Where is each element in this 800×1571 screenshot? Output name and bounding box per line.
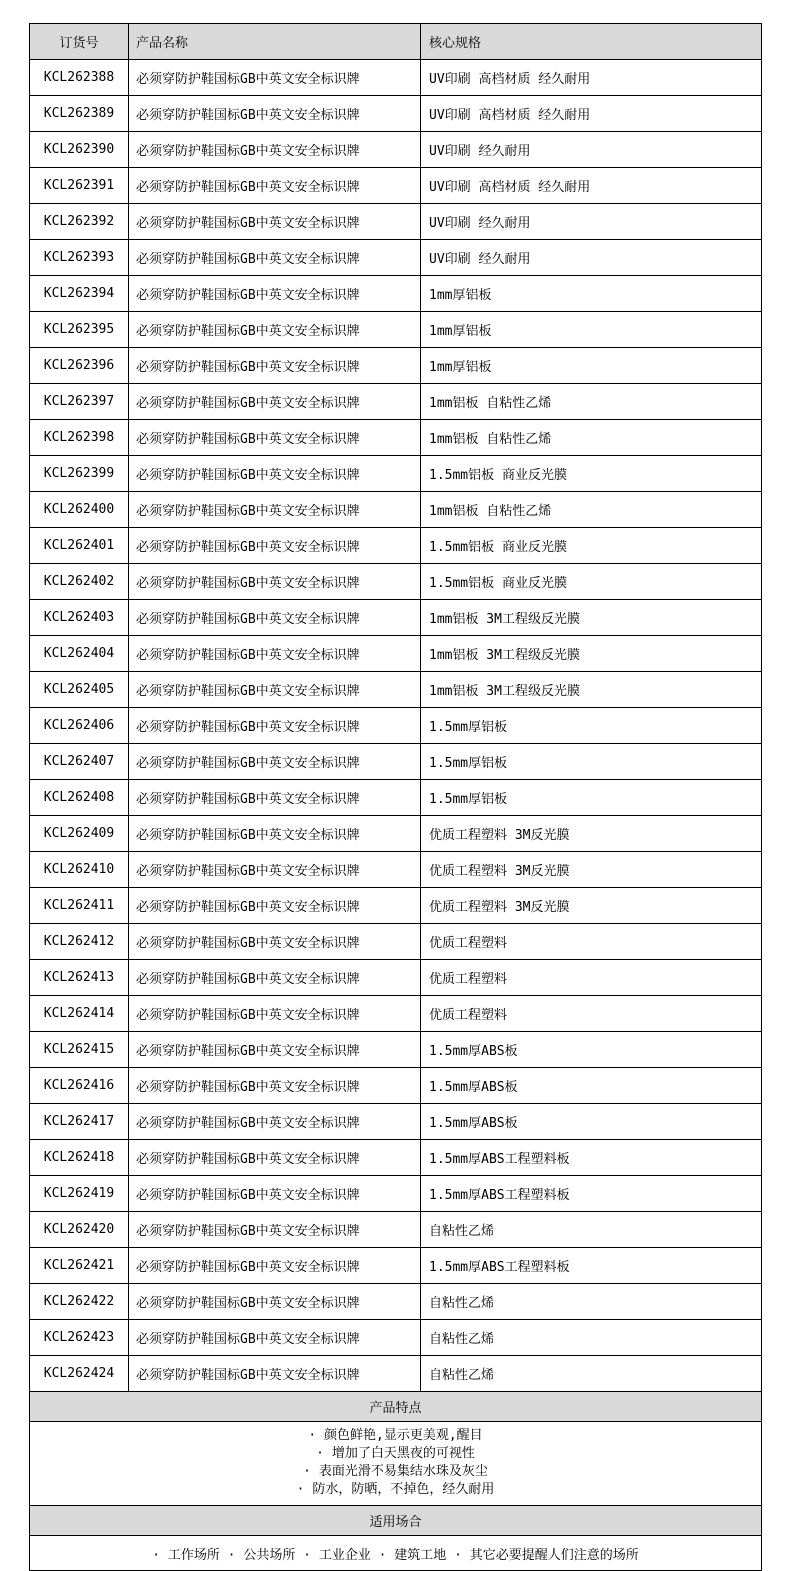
order-number-cell: KCL262390 (30, 132, 129, 168)
table-row (30, 1068, 762, 1104)
table-body (30, 60, 762, 1392)
table-row (30, 852, 762, 888)
product-name-cell: 必须穿防护鞋国标GB中英文安全标识牌 (129, 132, 421, 168)
table-footer-sections (30, 1392, 762, 1571)
product-name-cell: 必须穿防护鞋国标GB中英文安全标识牌 (129, 780, 421, 816)
spec-cell: 自粘性乙烯 (421, 1284, 762, 1320)
spec-cell: 自粘性乙烯 (421, 1320, 762, 1356)
spec-cell: 1mm厚铝板 (421, 276, 762, 312)
order-number-cell: KCL262391 (30, 168, 129, 204)
product-name-cell: 必须穿防护鞋国标GB中英文安全标识牌 (129, 744, 421, 780)
order-number-cell: KCL262423 (30, 1320, 129, 1356)
feature-item: · 表面光滑不易集结水珠及灰尘 (303, 1464, 488, 1479)
order-number-cell: KCL262417 (30, 1104, 129, 1140)
feature-item: · 防水，防晒，不掉色，经久耐用 (296, 1482, 495, 1497)
order-number-cell: KCL262411 (30, 888, 129, 924)
table-header (30, 24, 762, 60)
table-row (30, 1356, 762, 1392)
product-name-cell: 必须穿防护鞋国标GB中英文安全标识牌 (129, 1032, 421, 1068)
occasions-header-row (30, 1506, 762, 1536)
features-content-row (30, 1422, 762, 1506)
order-number-cell: KCL262400 (30, 492, 129, 528)
spec-cell: 优质工程塑料 3M反光膜 (421, 888, 762, 924)
occasions-text: · 工作场所 · 公共场所 · 工业企业 · 建筑工地 · 其它必要提醒人们注意的场所 (30, 1536, 762, 1571)
order-number-cell: KCL262397 (30, 384, 129, 420)
product-name-cell: 必须穿防护鞋国标GB中英文安全标识牌 (129, 1104, 421, 1140)
spec-cell: 1.5mm厚ABS工程塑料板 (421, 1176, 762, 1212)
order-number-cell: KCL262394 (30, 276, 129, 312)
spec-cell: UV印刷 经久耐用 (421, 240, 762, 276)
order-number-cell: KCL262421 (30, 1248, 129, 1284)
product-spec-sheet (29, 23, 761, 1571)
order-number-cell: KCL262406 (30, 708, 129, 744)
spec-cell: 优质工程塑料 3M反光膜 (421, 852, 762, 888)
features-section-title: 产品特点 (30, 1392, 762, 1422)
table-row (30, 132, 762, 168)
table-row (30, 96, 762, 132)
table-row (30, 1140, 762, 1176)
product-name-cell: 必须穿防护鞋国标GB中英文安全标识牌 (129, 96, 421, 132)
order-number-cell: KCL262405 (30, 672, 129, 708)
table-row (30, 744, 762, 780)
spec-cell: 1mm厚铝板 (421, 312, 762, 348)
table-row (30, 1320, 762, 1356)
product-name-cell: 必须穿防护鞋国标GB中英文安全标识牌 (129, 240, 421, 276)
table-row (30, 924, 762, 960)
spec-cell: UV印刷 高档材质 经久耐用 (421, 96, 762, 132)
spec-cell: 1.5mm厚铝板 (421, 744, 762, 780)
spec-cell: UV印刷 经久耐用 (421, 132, 762, 168)
features-header-row (30, 1392, 762, 1422)
product-name-cell: 必须穿防护鞋国标GB中英文安全标识牌 (129, 996, 421, 1032)
order-number-cell: KCL262396 (30, 348, 129, 384)
table-row (30, 600, 762, 636)
product-name-cell: 必须穿防护鞋国标GB中英文安全标识牌 (129, 708, 421, 744)
column-header-spec: 核心规格 (421, 24, 762, 60)
table-row (30, 960, 762, 996)
table-row (30, 348, 762, 384)
order-number-cell: KCL262404 (30, 636, 129, 672)
order-number-cell: KCL262416 (30, 1068, 129, 1104)
product-name-cell: 必须穿防护鞋国标GB中英文安全标识牌 (129, 1140, 421, 1176)
spec-cell: 1mm铝板 3M工程级反光膜 (421, 672, 762, 708)
table-row (30, 276, 762, 312)
spec-cell: 1.5mm厚ABS工程塑料板 (421, 1248, 762, 1284)
column-header-product-name: 产品名称 (129, 24, 421, 60)
table-row (30, 528, 762, 564)
order-number-cell: KCL262395 (30, 312, 129, 348)
table-header-row (30, 24, 762, 60)
product-name-cell: 必须穿防护鞋国标GB中英文安全标识牌 (129, 60, 421, 96)
column-header-order-number: 订货号 (30, 24, 129, 60)
product-name-cell: 必须穿防护鞋国标GB中英文安全标识牌 (129, 924, 421, 960)
order-number-cell: KCL262409 (30, 816, 129, 852)
product-name-cell: 必须穿防护鞋国标GB中英文安全标识牌 (129, 1176, 421, 1212)
product-name-cell: 必须穿防护鞋国标GB中英文安全标识牌 (129, 564, 421, 600)
order-number-cell: KCL262408 (30, 780, 129, 816)
product-name-cell: 必须穿防护鞋国标GB中英文安全标识牌 (129, 420, 421, 456)
table-row (30, 708, 762, 744)
order-number-cell: KCL262422 (30, 1284, 129, 1320)
spec-cell: 1.5mm铝板 商业反光膜 (421, 528, 762, 564)
order-number-cell: KCL262389 (30, 96, 129, 132)
product-name-cell: 必须穿防护鞋国标GB中英文安全标识牌 (129, 276, 421, 312)
product-name-cell: 必须穿防护鞋国标GB中英文安全标识牌 (129, 492, 421, 528)
product-name-cell: 必须穿防护鞋国标GB中英文安全标识牌 (129, 348, 421, 384)
order-number-cell: KCL262403 (30, 600, 129, 636)
table-row (30, 456, 762, 492)
order-number-cell: KCL262413 (30, 960, 129, 996)
table-row (30, 1212, 762, 1248)
order-number-cell: KCL262401 (30, 528, 129, 564)
product-name-cell: 必须穿防护鞋国标GB中英文安全标识牌 (129, 960, 421, 996)
table-row (30, 312, 762, 348)
spec-cell: 1.5mm厚铝板 (421, 780, 762, 816)
spec-cell: UV印刷 经久耐用 (421, 204, 762, 240)
table-row (30, 384, 762, 420)
order-number-cell: KCL262398 (30, 420, 129, 456)
order-number-cell: KCL262412 (30, 924, 129, 960)
spec-cell: 优质工程塑料 (421, 996, 762, 1032)
spec-cell: 1.5mm铝板 商业反光膜 (421, 564, 762, 600)
product-name-cell: 必须穿防护鞋国标GB中英文安全标识牌 (129, 204, 421, 240)
spec-cell: 1mm铝板 自粘性乙烯 (421, 492, 762, 528)
feature-item: · 颜色鲜艳,显示更美观,醒目 (308, 1428, 483, 1443)
product-name-cell: 必须穿防护鞋国标GB中英文安全标识牌 (129, 528, 421, 564)
product-name-cell: 必须穿防护鞋国标GB中英文安全标识牌 (129, 456, 421, 492)
table-row (30, 888, 762, 924)
spec-cell: 自粘性乙烯 (421, 1356, 762, 1392)
order-number-cell: KCL262414 (30, 996, 129, 1032)
spec-cell: 1mm铝板 自粘性乙烯 (421, 420, 762, 456)
order-number-cell: KCL262420 (30, 1212, 129, 1248)
product-name-cell: 必须穿防护鞋国标GB中英文安全标识牌 (129, 852, 421, 888)
spec-cell: UV印刷 高档材质 经久耐用 (421, 168, 762, 204)
product-name-cell: 必须穿防护鞋国标GB中英文安全标识牌 (129, 636, 421, 672)
order-number-cell: KCL262424 (30, 1356, 129, 1392)
table-row (30, 1176, 762, 1212)
order-number-cell: KCL262402 (30, 564, 129, 600)
product-table (29, 23, 762, 1571)
spec-cell: 1mm铝板 自粘性乙烯 (421, 384, 762, 420)
product-name-cell: 必须穿防护鞋国标GB中英文安全标识牌 (129, 1248, 421, 1284)
spec-cell: 1mm铝板 3M工程级反光膜 (421, 636, 762, 672)
product-name-cell: 必须穿防护鞋国标GB中英文安全标识牌 (129, 168, 421, 204)
table-row (30, 204, 762, 240)
product-name-cell: 必须穿防护鞋国标GB中英文安全标识牌 (129, 672, 421, 708)
product-name-cell: 必须穿防护鞋国标GB中英文安全标识牌 (129, 816, 421, 852)
table-row (30, 1248, 762, 1284)
product-name-cell: 必须穿防护鞋国标GB中英文安全标识牌 (129, 1212, 421, 1248)
order-number-cell: KCL262399 (30, 456, 129, 492)
order-number-cell: KCL262392 (30, 204, 129, 240)
spec-cell: 1.5mm厚ABS板 (421, 1068, 762, 1104)
order-number-cell: KCL262407 (30, 744, 129, 780)
spec-cell: 1.5mm厚ABS工程塑料板 (421, 1140, 762, 1176)
spec-cell: 1.5mm厚铝板 (421, 708, 762, 744)
spec-cell: 优质工程塑料 3M反光膜 (421, 816, 762, 852)
table-row (30, 636, 762, 672)
spec-cell: 1.5mm厚ABS板 (421, 1032, 762, 1068)
spec-cell: 优质工程塑料 (421, 960, 762, 996)
features-list (30, 1422, 762, 1506)
table-row (30, 1032, 762, 1068)
table-row (30, 240, 762, 276)
product-name-cell: 必须穿防护鞋国标GB中英文安全标识牌 (129, 888, 421, 924)
spec-cell: 1.5mm厚ABS板 (421, 1104, 762, 1140)
table-row (30, 672, 762, 708)
table-row (30, 1104, 762, 1140)
table-row (30, 780, 762, 816)
order-number-cell: KCL262419 (30, 1176, 129, 1212)
spec-cell: UV印刷 高档材质 经久耐用 (421, 60, 762, 96)
spec-cell: 1.5mm铝板 商业反光膜 (421, 456, 762, 492)
product-name-cell: 必须穿防护鞋国标GB中英文安全标识牌 (129, 312, 421, 348)
table-row (30, 564, 762, 600)
table-row (30, 420, 762, 456)
occasions-content-row (30, 1536, 762, 1571)
feature-item: · 增加了白天黑夜的可视性 (316, 1446, 475, 1461)
table-row (30, 996, 762, 1032)
product-name-cell: 必须穿防护鞋国标GB中英文安全标识牌 (129, 600, 421, 636)
order-number-cell: KCL262415 (30, 1032, 129, 1068)
occasions-section-title: 适用场合 (30, 1506, 762, 1536)
product-name-cell: 必须穿防护鞋国标GB中英文安全标识牌 (129, 384, 421, 420)
table-row (30, 168, 762, 204)
spec-cell: 优质工程塑料 (421, 924, 762, 960)
order-number-cell: KCL262410 (30, 852, 129, 888)
product-name-cell: 必须穿防护鞋国标GB中英文安全标识牌 (129, 1356, 421, 1392)
table-row (30, 60, 762, 96)
spec-cell: 1mm铝板 3M工程级反光膜 (421, 600, 762, 636)
spec-cell: 1mm厚铝板 (421, 348, 762, 384)
order-number-cell: KCL262393 (30, 240, 129, 276)
table-row (30, 492, 762, 528)
product-name-cell: 必须穿防护鞋国标GB中英文安全标识牌 (129, 1068, 421, 1104)
spec-cell: 自粘性乙烯 (421, 1212, 762, 1248)
product-name-cell: 必须穿防护鞋国标GB中英文安全标识牌 (129, 1284, 421, 1320)
table-row (30, 1284, 762, 1320)
order-number-cell: KCL262388 (30, 60, 129, 96)
table-row (30, 816, 762, 852)
order-number-cell: KCL262418 (30, 1140, 129, 1176)
product-name-cell: 必须穿防护鞋国标GB中英文安全标识牌 (129, 1320, 421, 1356)
